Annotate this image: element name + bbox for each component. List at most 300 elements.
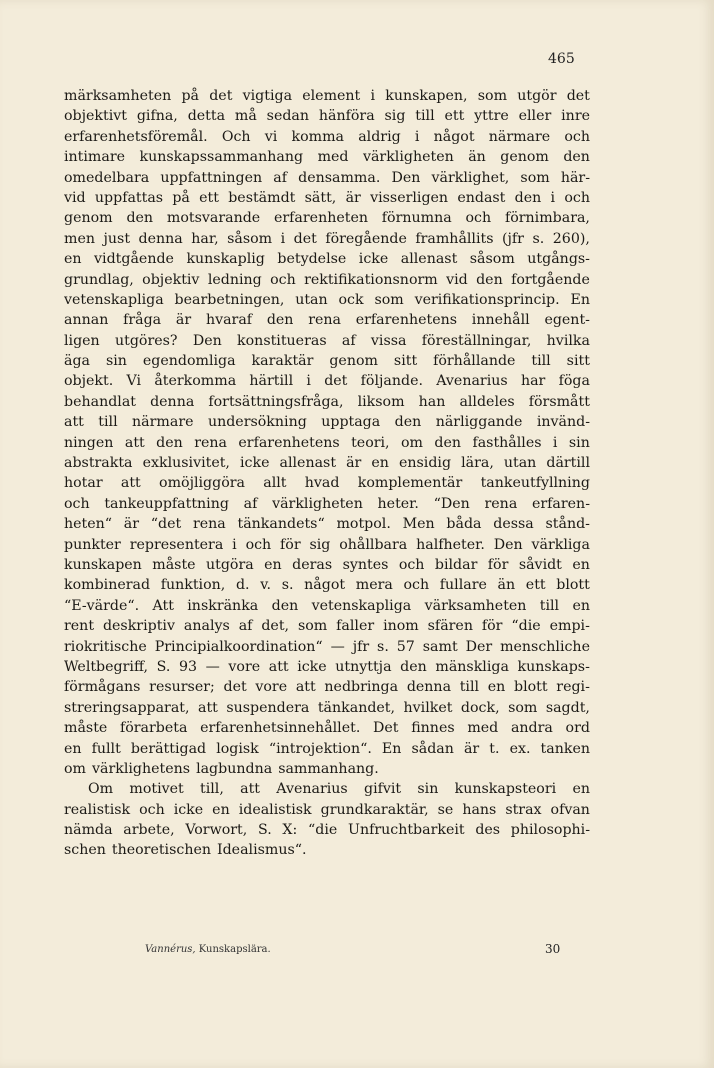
footer-signature: 30 xyxy=(545,942,561,956)
word: icke xyxy=(358,251,389,268)
word: eller xyxy=(518,108,552,125)
word: märksamheten xyxy=(64,88,172,104)
word: som xyxy=(508,699,538,716)
word: närliggande xyxy=(435,414,523,431)
word: denna xyxy=(406,679,452,696)
word: Men xyxy=(402,516,435,533)
word: kunskapssammanhang xyxy=(139,149,304,166)
word: utan xyxy=(295,291,328,308)
word: och xyxy=(403,577,430,594)
word: värkliga xyxy=(531,536,590,553)
word: närmare xyxy=(132,414,194,431)
word: komplementär xyxy=(357,475,463,492)
word: med xyxy=(317,149,349,166)
word: utgör xyxy=(517,88,557,104)
text-line xyxy=(64,331,590,351)
word: en xyxy=(64,740,82,757)
word: i xyxy=(414,128,420,145)
word: 260), xyxy=(552,230,590,247)
word: denna xyxy=(150,393,195,410)
word: en xyxy=(264,556,282,573)
word: kunskapen, xyxy=(385,88,468,104)
word: erfarenheten xyxy=(274,210,368,227)
word: ohållbara xyxy=(339,536,408,553)
word: vid xyxy=(64,189,86,206)
word: och xyxy=(64,495,90,512)
word: regi- xyxy=(556,679,590,696)
word: en xyxy=(371,455,389,472)
word: ett xyxy=(525,577,546,594)
text-line xyxy=(64,127,590,147)
word: i xyxy=(232,536,237,553)
word: än xyxy=(497,577,516,594)
word: såsom xyxy=(469,251,515,268)
word: icke xyxy=(239,455,270,472)
page-number: 465 xyxy=(548,51,575,67)
word: logisk xyxy=(216,740,259,757)
word: vore xyxy=(228,658,261,675)
text-line xyxy=(64,290,590,310)
word: grundkaraktär, xyxy=(320,801,429,818)
word: kunskapen xyxy=(64,556,142,573)
word: genom xyxy=(64,210,113,227)
word: värklighetens xyxy=(92,760,191,777)
text-line xyxy=(64,698,590,718)
text-line xyxy=(64,718,590,738)
word: inom xyxy=(383,618,419,635)
word: “die xyxy=(308,822,338,839)
word: såsom xyxy=(227,230,273,247)
word: faller xyxy=(336,618,375,635)
text-line xyxy=(64,392,590,412)
text-line xyxy=(64,208,590,228)
word: (jfr xyxy=(502,230,524,247)
word: och xyxy=(270,271,296,288)
word: nämda xyxy=(64,822,113,839)
word: den xyxy=(266,312,294,329)
word: fråga xyxy=(123,312,162,329)
word: värklighet, xyxy=(431,169,510,186)
word: och xyxy=(465,210,492,227)
word: ligen xyxy=(64,332,100,349)
word: en xyxy=(572,597,590,614)
text-line xyxy=(64,270,590,290)
word: bearbetningen, xyxy=(174,291,285,308)
word: den xyxy=(476,271,503,288)
word: kunskaplig xyxy=(186,251,265,268)
word: till xyxy=(531,353,551,370)
word: allenast xyxy=(279,455,337,472)
word: i xyxy=(550,189,556,206)
word: objekt. xyxy=(64,373,114,390)
word: uppfattningen xyxy=(160,169,263,186)
word: vissa xyxy=(370,332,407,349)
word: vigtiga xyxy=(242,88,293,104)
word: abstrakta xyxy=(64,455,133,472)
word: det xyxy=(293,230,317,247)
word: ock xyxy=(338,291,364,308)
text-line xyxy=(64,779,590,799)
word: blott xyxy=(514,679,548,696)
word: inre xyxy=(561,108,590,125)
word: Den xyxy=(493,536,523,553)
word: den xyxy=(514,189,542,206)
word: objektivt xyxy=(64,108,127,125)
text-line xyxy=(64,453,590,473)
word: förarbeta xyxy=(119,720,188,737)
text-line xyxy=(64,249,590,269)
word: behandlat xyxy=(64,393,136,410)
text-line xyxy=(64,596,590,616)
text-line xyxy=(64,575,590,595)
word: närmare xyxy=(488,128,551,145)
word: liksom xyxy=(357,393,405,410)
word: till xyxy=(415,108,435,125)
word: och xyxy=(398,556,425,573)
word: och xyxy=(564,128,590,145)
word: det xyxy=(324,373,348,390)
word: erfarenhetsföremål. xyxy=(64,128,208,145)
word: sammanhang. xyxy=(278,760,379,777)
word: fasthålles xyxy=(472,434,542,451)
word: erfarenhetsinnehållet. xyxy=(200,720,361,737)
word: med xyxy=(467,720,499,737)
word: om xyxy=(400,434,423,451)
text-line xyxy=(64,106,590,126)
word: och xyxy=(564,189,590,206)
word: i xyxy=(552,434,558,451)
word: må xyxy=(234,108,257,125)
word: att xyxy=(120,475,141,492)
text-line xyxy=(64,555,590,575)
word: den xyxy=(563,149,590,166)
text-line xyxy=(64,86,590,106)
word: andra xyxy=(510,720,553,737)
word: Att xyxy=(152,597,174,614)
word: värkligheten xyxy=(272,495,363,512)
word: vi xyxy=(264,128,278,145)
word: analys xyxy=(183,618,230,635)
word: att xyxy=(64,414,84,431)
word: ett xyxy=(444,108,465,125)
word: Avenarius xyxy=(436,373,508,390)
word: af xyxy=(341,332,356,349)
word: d. xyxy=(235,577,250,594)
word: deskriptiv xyxy=(102,618,175,635)
word: bestämdt xyxy=(228,189,296,206)
word: värksamheten xyxy=(424,597,527,614)
text-line xyxy=(64,147,590,167)
word: betydelse xyxy=(277,251,347,268)
word: sig xyxy=(309,536,331,553)
word: förhållande xyxy=(433,353,516,370)
word: heter. xyxy=(377,495,419,512)
word: “introjektion“. xyxy=(268,740,372,757)
word: Unfruchtbarkeit xyxy=(348,822,465,839)
word: sin xyxy=(105,353,127,370)
word: utnyttja xyxy=(335,658,392,675)
word: streringsapparat, xyxy=(64,699,190,716)
word: mera xyxy=(355,577,393,594)
word: föreställningar, xyxy=(421,332,532,349)
word: icke xyxy=(297,658,327,675)
word: föregående xyxy=(325,230,407,247)
word: ord xyxy=(565,720,590,737)
word: yttre xyxy=(474,108,509,125)
word: har xyxy=(520,373,546,390)
word: hvad xyxy=(304,475,340,492)
word: visserligen xyxy=(370,189,449,206)
word: är xyxy=(345,189,361,206)
word: vid xyxy=(446,271,468,288)
word: förmågans xyxy=(64,679,141,696)
word: än xyxy=(468,149,486,166)
word: fullt xyxy=(91,740,121,757)
word: philosophi- xyxy=(510,822,590,839)
word: Den xyxy=(391,169,421,186)
word: på xyxy=(172,189,190,206)
word: tänkandet, xyxy=(317,699,396,716)
word: sin xyxy=(417,781,439,798)
word: den xyxy=(434,434,462,451)
word: berättigad xyxy=(130,740,207,757)
word: fortsättningsfråga, xyxy=(208,393,344,410)
word: här- xyxy=(560,169,590,186)
word: erfaren- xyxy=(531,495,590,512)
word: ningen xyxy=(64,434,114,451)
word: men xyxy=(64,230,95,247)
word: den xyxy=(126,210,154,227)
text-line xyxy=(64,840,590,860)
text-line xyxy=(64,473,590,493)
word: omedelbara xyxy=(64,169,150,186)
word: Vorwort, xyxy=(185,822,248,839)
word: äga xyxy=(64,353,90,370)
word: sådan xyxy=(411,740,454,757)
word: rent xyxy=(64,618,95,635)
word: det xyxy=(566,88,590,104)
text-line xyxy=(64,820,590,840)
word: kunskaps- xyxy=(517,658,590,675)
word: objektiv xyxy=(142,271,200,288)
word: s. xyxy=(281,577,294,594)
word: om xyxy=(64,760,86,777)
word: S. xyxy=(156,658,171,675)
word: på xyxy=(181,88,200,104)
word: en xyxy=(487,679,506,696)
word: 57 xyxy=(396,638,415,655)
word: rena xyxy=(194,434,227,451)
word: Den xyxy=(192,332,222,349)
word: hans xyxy=(462,801,497,818)
word: det xyxy=(223,679,247,696)
word: sagdt, xyxy=(545,699,590,716)
word: arbete, xyxy=(123,822,175,839)
word: sfären xyxy=(427,618,473,635)
word: föga xyxy=(558,373,590,390)
word: gifna, xyxy=(136,108,178,125)
word: blott xyxy=(556,577,590,594)
word: funktion, xyxy=(160,577,226,594)
word: måste xyxy=(64,720,108,737)
footer-author: Vannérus, xyxy=(145,944,196,955)
word: S. xyxy=(257,822,272,839)
word: undersökning xyxy=(207,414,307,431)
word: en xyxy=(212,801,230,818)
word: halfheter. xyxy=(416,536,485,553)
word: utgångs- xyxy=(527,251,590,268)
word: detta xyxy=(187,108,226,125)
word: som xyxy=(477,88,508,104)
word: jfr xyxy=(352,638,370,655)
word: återkomma xyxy=(154,373,237,390)
word: uppfattas xyxy=(94,189,164,206)
word: nedbringa xyxy=(324,679,399,696)
word: Och xyxy=(221,128,251,145)
word: Principialkoordination“ xyxy=(154,638,323,655)
word: är xyxy=(463,740,480,757)
word: att xyxy=(197,699,218,716)
word: måste xyxy=(152,556,196,573)
word: att xyxy=(240,781,260,798)
word: innehåll xyxy=(471,312,530,329)
word: Weltbegriff, xyxy=(64,658,149,675)
word: schen xyxy=(64,842,106,859)
word: den xyxy=(156,434,183,451)
word: ledning xyxy=(207,271,262,288)
word: En xyxy=(570,291,590,308)
word: är xyxy=(123,516,140,533)
word: Vi xyxy=(126,373,142,390)
word: allt xyxy=(263,475,287,492)
word: till, xyxy=(200,781,224,798)
word: det, xyxy=(261,618,290,635)
word: motpol. xyxy=(336,516,391,533)
word: båda xyxy=(446,516,482,533)
word: menschliche xyxy=(500,638,590,655)
word: egendomliga xyxy=(142,353,236,370)
word: rektifikationsnorm xyxy=(304,271,438,288)
word: utan xyxy=(503,455,537,472)
footer-citation xyxy=(145,944,271,955)
word: därtill xyxy=(546,455,590,472)
text-line xyxy=(64,310,590,330)
word: inskränka xyxy=(187,597,259,614)
word: t. xyxy=(489,740,500,757)
word: des xyxy=(475,822,501,839)
text-line xyxy=(64,616,590,636)
word: som xyxy=(374,291,404,308)
word: ensidig xyxy=(398,455,452,472)
word: till xyxy=(539,597,560,614)
word: se xyxy=(437,801,454,818)
word: ex. xyxy=(509,740,531,757)
word: resurser; xyxy=(149,679,215,696)
word: suspendera xyxy=(226,699,310,716)
word: rena xyxy=(484,495,518,512)
word: han xyxy=(418,393,446,410)
word: allenast xyxy=(400,251,458,268)
word: En xyxy=(381,740,402,757)
text-line xyxy=(64,677,590,697)
word: konstitueras xyxy=(237,332,327,349)
word: något xyxy=(304,577,346,594)
word: punkter xyxy=(64,536,121,553)
word: invänd- xyxy=(536,414,590,431)
text-line xyxy=(64,739,590,759)
text-line xyxy=(64,371,590,391)
word: framhållits xyxy=(415,230,494,247)
word: förnumna xyxy=(381,210,452,227)
word: upptaga xyxy=(321,414,381,431)
text-line xyxy=(64,412,590,432)
text-line xyxy=(64,535,590,555)
word: i xyxy=(280,230,286,247)
word: icke xyxy=(173,801,204,818)
word: bildar xyxy=(434,556,478,573)
text-line xyxy=(64,229,590,249)
word: för xyxy=(481,618,503,635)
word: i xyxy=(370,88,376,104)
word: annan xyxy=(64,312,109,329)
word: syntes xyxy=(342,556,389,573)
word: tanken xyxy=(540,740,590,757)
word: lagbundna xyxy=(196,760,273,777)
word: komma xyxy=(291,128,345,145)
word: följande. xyxy=(360,373,423,390)
word: att xyxy=(268,658,289,675)
word: s. xyxy=(377,638,389,655)
word: vore xyxy=(255,679,288,696)
word: Det xyxy=(373,720,399,737)
word: verifikationsprincip. xyxy=(414,291,560,308)
word: något xyxy=(433,128,475,145)
body-text xyxy=(64,86,590,861)
word: ett xyxy=(199,189,219,206)
word: v. xyxy=(260,577,272,594)
text-line xyxy=(64,800,590,820)
word: Om xyxy=(88,781,114,798)
text-line xyxy=(64,514,590,534)
word: försmått xyxy=(528,393,590,410)
word: omöjliggöra xyxy=(159,475,245,492)
word: intimare xyxy=(64,149,126,166)
word: sin xyxy=(568,434,590,451)
word: Avenarius xyxy=(276,781,348,798)
word: s. xyxy=(532,230,545,247)
word: aldrig xyxy=(358,128,401,145)
word: densamma. xyxy=(298,169,381,186)
word: deras xyxy=(292,556,333,573)
word: finnes xyxy=(411,720,455,737)
text-line xyxy=(64,759,590,779)
word: i xyxy=(306,373,311,390)
word: just xyxy=(103,230,131,247)
word: stånd- xyxy=(545,516,590,533)
word: exklusivitet, xyxy=(142,455,230,472)
text-line xyxy=(64,637,590,657)
word: “die xyxy=(511,618,541,635)
word: realistisk xyxy=(64,801,131,818)
text-line xyxy=(64,657,590,677)
word: fortgående xyxy=(511,271,590,288)
word: af xyxy=(243,495,258,512)
word: denna xyxy=(138,230,183,247)
word: för xyxy=(487,556,509,573)
word: sitt xyxy=(393,353,418,370)
word: samt xyxy=(422,638,458,655)
word: grundlag, xyxy=(64,271,134,288)
